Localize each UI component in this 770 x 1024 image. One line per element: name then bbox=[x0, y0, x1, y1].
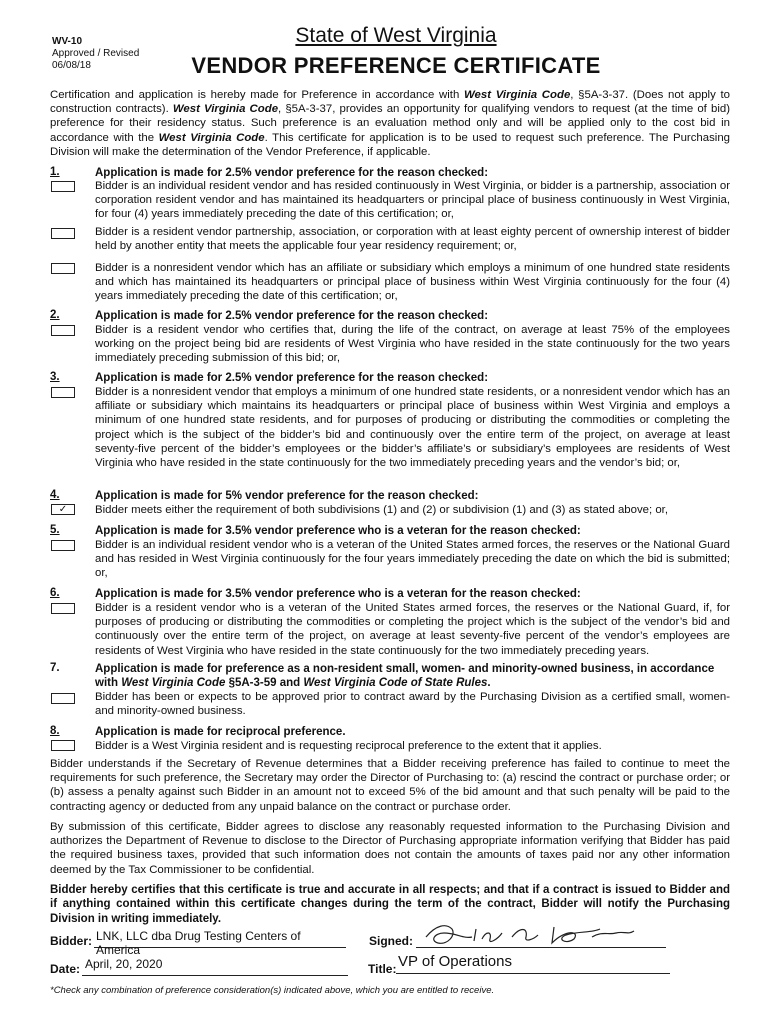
option-text: Bidder is a nonresident vendor which has an affiliate or subsidiary which employs a minimum of one hundred state residents and which has maintained its headquarters or principal place of business within West Virginia continuously for the four (4) years immediately preceding the date of this certification; or, bbox=[95, 262, 730, 303]
checkbox-1c[interactable] bbox=[51, 263, 75, 274]
option-text: Bidder is an individual resident vendor and has resided continuously in West Virginia, or bidder is a partnership, association or corporation resident vendor and has maintained its headquarters or principal place of business continuously in West Virginia, for four (4) years immediately preceding the date of this certification; or, bbox=[95, 180, 730, 221]
signature-image bbox=[416, 919, 666, 949]
checkbox-2[interactable] bbox=[51, 325, 75, 336]
section-heading: Application is made for 5% vendor preference for the reason checked: bbox=[95, 490, 479, 502]
section-number: 7. bbox=[50, 662, 60, 674]
checkbox-6[interactable] bbox=[51, 603, 75, 614]
section-number: 1. bbox=[50, 166, 60, 178]
section-heading: Application is made for 3.5% vendor preference who is a veteran for the reason checked: bbox=[95, 588, 581, 600]
section-6 bbox=[50, 587, 730, 662]
section-3 bbox=[50, 371, 730, 491]
title-field[interactable] bbox=[396, 955, 670, 974]
section-number: 4. bbox=[50, 489, 60, 501]
title-value: VP of Operations bbox=[398, 953, 512, 970]
section-7 bbox=[50, 662, 730, 722]
checkbox-4-checked[interactable] bbox=[51, 504, 75, 515]
section-heading: Application is made for 3.5% vendor preference who is a veteran for the reason checked: bbox=[95, 525, 581, 537]
understanding-paragraph: Bidder understands if the Secretary of Revenue determines that a Bidder receiving preference has failed to continue to meet the requirements for such preference, the Secretary may order the Director of Purchasing to: (a) rescind the contract or purchase order; or (b) assess a penalty against such Bidder in an amount not to exceed 5% of the bid amount and that such penalty will be paid to the contracting agency or deducted from any unpaid balance on the contract or purchase order. bbox=[50, 758, 730, 813]
checkbox-7[interactable] bbox=[51, 693, 75, 704]
section-number: 6. bbox=[50, 587, 60, 599]
certification-paragraph: Bidder hereby certifies that this certificate is true and accurate in all respects; and that if a contract is issued to Bidder and if anything contained within this certificate changes during the term of the contract, Bidder will notify the Purchasing Division in writing immediately. bbox=[50, 884, 730, 925]
bidder-value: LNK, LLC dba Drug Testing Centers of America bbox=[96, 929, 301, 957]
checkbox-1b[interactable] bbox=[51, 228, 75, 239]
title-label: Title: bbox=[368, 962, 397, 976]
bidder-field[interactable] bbox=[94, 929, 346, 957]
checkmark-icon: ✓ bbox=[58, 504, 68, 515]
section-number: 2. bbox=[50, 309, 60, 321]
form-code: WV-10 bbox=[52, 36, 83, 47]
date-label: Date: bbox=[50, 962, 81, 976]
checkbox-1a[interactable] bbox=[51, 181, 75, 192]
section-1 bbox=[50, 166, 730, 306]
section-heading: Application is made for 2.5% vendor preference for the reason checked: bbox=[95, 372, 489, 384]
section-heading: Application is made for 2.5% vendor preference for the reason checked: bbox=[95, 167, 489, 179]
option-text: Bidder is a resident vendor who is a veteran of the United States armed forces, the reserves or the National Guard, if, for purposes of producing or distributing the commodities or completing the project which is the subject of the vendor’s bid and continuously over the entire term of the project, on average at least seventy-five percent of the vendor’s employees are residents of West Virginia who have resided in the state continuously for the two immediately preceding years. bbox=[95, 602, 730, 657]
option-text: Bidder is a nonresident vendor that employs a minimum of one hundred state residents, or a nonresident vendor which has an affiliate or subsidiary which maintains its headquarters or principal place of business within West Virginia and employs a minimum of one hundred state residents, and for purposes of producing or distributing the commodities or completing the project which is the subject of the bidder’s bid and continuously over the entire term of the project, on average at least seventy-five percent of the bidder’s employees or the bidder’s affiliate’s or subsidiary’s employees are residents of West Virginia who have resided in the state continuously for the two immediately preceding years and the vendor’s bid; or, bbox=[95, 386, 730, 470]
page-title: VENDOR PREFERENCE CERTIFICATE bbox=[191, 53, 601, 78]
signature-field[interactable] bbox=[416, 929, 666, 948]
section-8 bbox=[50, 725, 730, 755]
section-number: 8. bbox=[50, 725, 60, 737]
section-heading: Application is made for 2.5% vendor preference for the reason checked: bbox=[95, 310, 489, 322]
section-5 bbox=[50, 524, 730, 584]
section-heading: Application is made for preference as a non-resident small, women- and minority-owned business, in accordance with West Virginia Code §5A-3-59 and West Virginia Code of State Rules. bbox=[95, 663, 715, 689]
checkbox-8[interactable] bbox=[51, 740, 75, 751]
bidder-label: Bidder: bbox=[50, 934, 92, 948]
option-text: Bidder is an individual resident vendor who is a veteran of the United States armed forces, the reserves or the National Guard and has resided in West Virginia continuously for the four years immediately preceding the date on which the bid is submitted; or, bbox=[95, 539, 730, 580]
section-2 bbox=[50, 309, 730, 369]
section-number: 3. bbox=[50, 371, 60, 383]
approved-label: Approved / Revised bbox=[52, 48, 140, 59]
signed-label: Signed: bbox=[369, 934, 413, 948]
option-text: Bidder has been or expects to be approved prior to contract award by the Purchasing Division as a certified small, women- and minority-owned business. bbox=[95, 691, 730, 718]
section-4 bbox=[50, 489, 730, 519]
state-heading: State of West Virginia bbox=[295, 24, 497, 47]
date-value: April, 20, 2020 bbox=[85, 957, 163, 971]
checkbox-5[interactable] bbox=[51, 540, 75, 551]
section-heading: Application is made for reciprocal preference. bbox=[95, 726, 346, 738]
checkbox-3[interactable] bbox=[51, 387, 75, 398]
option-text: Bidder meets either the requirement of both subdivisions (1) and (2) or subdivision (1) and (3) as stated above; or, bbox=[95, 504, 668, 516]
section-number: 5. bbox=[50, 524, 60, 536]
footnote: *Check any combination of preference consideration(s) indicated above, which you are entitled to receive. bbox=[50, 985, 495, 996]
intro-paragraph: Certification and application is hereby made for Preference in accordance with West Virginia Code, §5A-3-37. (Does not apply to construction contracts). West Virginia Code, §5A-3-37, provides an opportunity for qualifying vendors to request (at the time of bid) preference for their residency status. Such preference is an evaluation method only and will be applied only to the cost bid in accordance with the West Virginia Code. This certificate for application is to be used to request such preference. The Purchasing Division will make the determination of the Vendor Preference, if applicable. bbox=[50, 89, 730, 158]
revision-date: 06/08/18 bbox=[52, 60, 91, 71]
option-text: Bidder is a resident vendor partnership, association, or corporation with at least eighty percent of ownership interest of bidder held by another entity that meets the applicable four year residency requirement; or, bbox=[95, 226, 730, 253]
option-text: Bidder is a resident vendor who certifies that, during the life of the contract, on average at least 75% of the employees working on the project being bid are residents of West Virginia who have resided in the state continuously for the two years immediately preceding submission of this bid; or, bbox=[95, 324, 730, 365]
disclosure-paragraph: By submission of this certificate, Bidder agrees to disclose any reasonably requested information to the Purchasing Division and authorizes the Department of Revenue to disclose to the Director of Purchasing appropriate information verifying that Bidder has paid the required business taxes, provided that such information does not contain the amounts of taxes paid nor any other information deemed by the Tax Commissioner to be confidential. bbox=[50, 821, 730, 876]
date-field[interactable] bbox=[82, 957, 348, 976]
option-text: Bidder is a West Virginia resident and is requesting reciprocal preference to the extent that it applies. bbox=[95, 740, 602, 752]
